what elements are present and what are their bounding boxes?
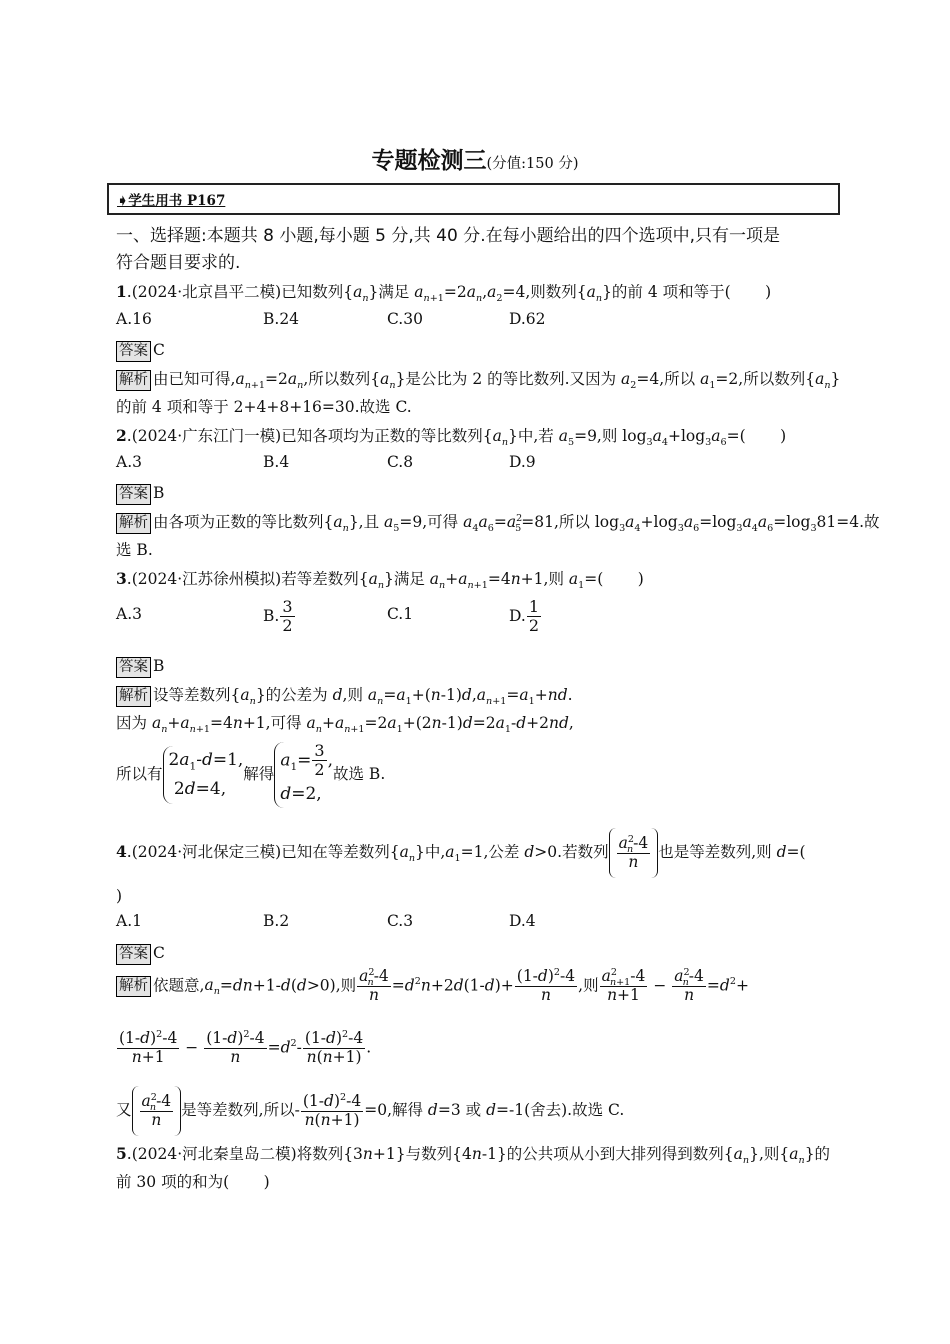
q3-analysis-line2: 因为 $a_n+a_{n+1}=4n+1$,可得 $a_n+a_{n+1}=2a_1+(2n-1)d=2a_1-d+2nd$, bbox=[116, 714, 574, 736]
score-note: (分值:150 分) bbox=[486, 156, 579, 172]
question-3: 3.(2024·江苏徐州模拟)若等差数列$\{a_n\}$满足 $a_n+a_{n+1}=4n+1$,则 $a_1=$( ) bbox=[116, 569, 644, 592]
q1-answer: 答案 C bbox=[116, 338, 165, 362]
section-heading: 一、选择题:本题共 8 小题,每小题 5 分,共 40 分.在每小题给出的四个选项中,只有一项是 bbox=[116, 226, 781, 246]
q1-option-c: C.30 bbox=[387, 310, 423, 328]
q2-option-d: D.9 bbox=[509, 453, 536, 471]
q3-option-d: D. $\frac{1}{2}$ bbox=[509, 597, 539, 636]
title-main: 专题检测三 bbox=[371, 148, 487, 174]
answer-tag: 答案 bbox=[116, 341, 151, 362]
book-reference-box bbox=[107, 183, 840, 215]
q4-option-b: B.2 bbox=[263, 912, 290, 930]
q4-option-c: C.3 bbox=[387, 912, 414, 930]
q4-answer: 答案 C bbox=[116, 941, 165, 965]
q1-option-b: B.24 bbox=[263, 310, 300, 328]
question-4: 4.(2024·河北保定三模)已知在等差数列$\{a_n\}$中$,a_1=1$,公差 d>0.若数列 $\frac{a^2_n-4}{n}$ 也是等差数列,则 d=( bbox=[116, 828, 806, 878]
section-heading-line2: 符合题目要求的. bbox=[116, 253, 241, 273]
q3-answer: 答案 B bbox=[116, 654, 164, 678]
q3-analysis-system: 所以有$2a_1-d=1$, 2d=4,解得$a_1=$ $\frac{3}{2}$ , d=2,故选 B. bbox=[116, 742, 385, 808]
q2-option-c: C.8 bbox=[387, 453, 414, 471]
q4-option-a: A.1 bbox=[116, 912, 142, 930]
q2-analysis: 解析 由各项为正数的等比数列$\{a_n\}$,且 $a_5=9$,可得 $a_4a_6=a^2_5=81$,所以 $\log_3a_4+\log_3a_6=\log_3a_4a_6=\log_381=4$.故 bbox=[116, 510, 880, 534]
question-2: 2.(2024·广东江门一模)已知各项均为正数的等比数列$\{a_n\}$中,若 $a_5=9$,则 $\log_3a_4+\log_3a_6=$( ) bbox=[116, 426, 787, 449]
q4-analysis: 解析 依题意$,a_n=dn+1-d(d>0)$,则 $\frac{a^2_n-4}{n}$ $=d^2n+2d(1-d)+$ $\frac{(1-d)^2-4}{n}$ ,则 $\frac{a^2_{n+1}-4}{n+1}$ − $\frac{a^2_n-4}{n}$ $=d^2+$ bbox=[116, 968, 749, 1005]
page-title bbox=[0, 142, 950, 175]
q2-answer: 答案 B bbox=[116, 481, 164, 505]
q4-analysis-line2: $\frac{(1-d)^2-4}{n+1}$ − $\frac{(1-d)^2-4}{n}$ $=d^2-$ $\frac{(1-d)^2-4}{n(n+1)}$ . bbox=[119, 1028, 372, 1066]
q3-option-a: A.3 bbox=[116, 605, 142, 623]
question-5-cont: 前 30 项的和为( ) bbox=[116, 1173, 270, 1191]
q2-analysis-cont: 选 B. bbox=[116, 541, 153, 559]
q4-analysis-line3: 又 $\frac{a^2_n-4}{n}$ 是等差数列,所以- $\frac{(1-d)^2-4}{n(n+1)}$ =0,解得 d=3 或 d=-1(舍去).故选 C. bbox=[116, 1086, 624, 1136]
q1-option-a: A.16 bbox=[116, 310, 152, 328]
q1-option-d: D.62 bbox=[509, 310, 546, 328]
q3-analysis: 解析 设等差数列$\{a_n\}$的公差为 d,则 $a_n=a_1+(n-1)d,a_{n+1}=a_1+nd$. bbox=[116, 683, 573, 707]
analysis-tag: 解析 bbox=[116, 370, 151, 391]
question-4-cont: ) bbox=[116, 887, 123, 905]
q2-option-a: A.3 bbox=[116, 453, 142, 471]
question-5: 5.(2024·河北秦皇岛二模)将数列{3n+1}与数列{4n-1}的公共项从小到大排列得到数列$\{a_n\}$,则$\{a_n\}$的 bbox=[116, 1144, 831, 1167]
q2-option-b: B.4 bbox=[263, 453, 290, 471]
book-reference-link[interactable]: ➧学生用书 P167 bbox=[117, 193, 226, 209]
q3-option-c: C.1 bbox=[387, 605, 414, 623]
question-1: 1.(2024·北京昌平二模)已知数列$\{a_n\}$满足 $a_{n+1}=2a_n,a_2=4$,则数列$\{a_n\}$的前 4 项和等于( ) bbox=[116, 282, 772, 305]
q4-option-d: D.4 bbox=[509, 912, 536, 930]
q1-analysis: 解析 由已知可得$,a_{n+1}=2a_n$,所以数列$\{a_n\}$是公比为 2 的等比数列.又因为 $a_2=4$,所以 $a_1=2$,所以数列$\{a_n\}$ bbox=[116, 367, 840, 391]
q3-option-b: B. $\frac{3}{2}$ bbox=[263, 597, 293, 636]
q1-analysis-cont: 的前 4 项和等于 2+4+8+16=30.故选 C. bbox=[116, 398, 412, 416]
